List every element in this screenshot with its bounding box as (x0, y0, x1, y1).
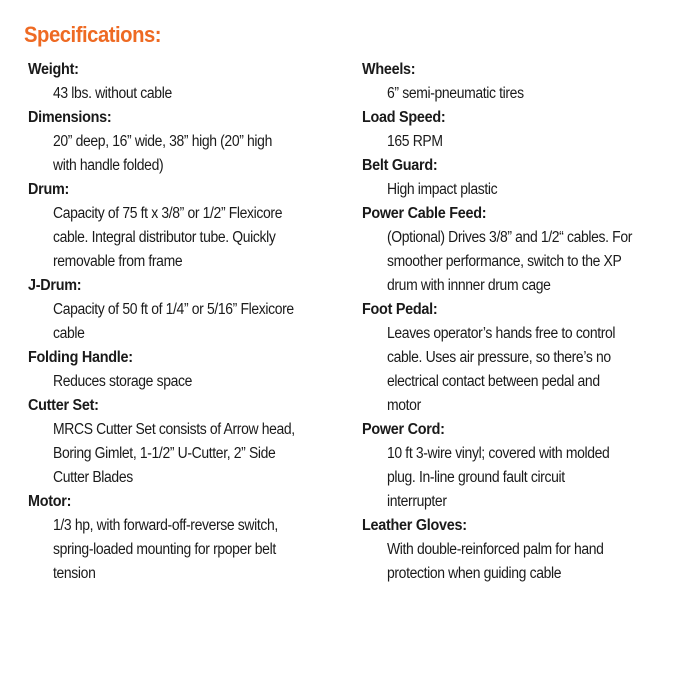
spec-value (28, 298, 348, 346)
spec-value (28, 418, 348, 490)
spec-label: Drum: (28, 181, 70, 198)
spec-cutter-set (28, 394, 348, 490)
specifications-heading: Specifications: (24, 22, 162, 47)
spec-leather-gloves (362, 514, 682, 586)
spec-value-line: Capacity of 50 ft of 1/4” or 5/16” Flexicore (53, 301, 294, 318)
spec-dimensions (28, 106, 348, 178)
spec-value-line: (Optional) Drives 3/8” and 1/2“ cables. For (387, 229, 633, 246)
spec-value-line: 165 RPM (387, 133, 443, 150)
spec-label: Foot Pedal: (362, 301, 438, 318)
spec-value-line: electrical contact between pedal and (387, 373, 600, 390)
spec-value (362, 82, 682, 106)
spec-label: Wheels: (362, 61, 416, 78)
spec-value (362, 442, 682, 514)
spec-label: Leather Gloves: (362, 517, 467, 534)
spec-value-line: With double-reinforced palm for hand (387, 541, 604, 558)
spec-value-line: motor (387, 397, 421, 414)
spec-value-line: interrupter (387, 493, 447, 510)
specs-left-column (28, 58, 348, 586)
spec-value (362, 322, 682, 418)
spec-value (28, 82, 348, 106)
specs-right-column (362, 58, 682, 586)
spec-value-line: 20” deep, 16” wide, 38” high (20” high (53, 133, 272, 150)
spec-value-line: Leaves operator’s hands free to control (387, 325, 616, 342)
spec-motor (28, 490, 348, 586)
spec-value-line: removable from frame (53, 253, 183, 270)
spec-value-line: tension (53, 565, 96, 582)
spec-value-line: spring-loaded mounting for rpoper belt (53, 541, 276, 558)
spec-value-line: Capacity of 75 ft x 3/8” or 1/2” Flexicore (53, 205, 283, 222)
spec-label: Load Speed: (362, 109, 446, 126)
spec-value-line: 6” semi-pneumatic tires (387, 85, 524, 102)
spec-value-line: Cutter Blades (53, 469, 133, 486)
spec-j-drum (28, 274, 348, 346)
spec-value-line: Reduces storage space (53, 373, 193, 390)
spec-value-line: 1/3 hp, with forward-off-reverse switch, (53, 517, 278, 534)
spec-label: Folding Handle: (28, 349, 133, 366)
spec-power-cord (362, 418, 682, 514)
spec-belt-guard (362, 154, 682, 202)
spec-value (28, 130, 348, 178)
spec-weight (28, 58, 348, 106)
spec-value-line: smoother performance, switch to the XP (387, 253, 622, 270)
spec-value-line: with handle folded) (53, 157, 164, 174)
spec-foot-pedal (362, 298, 682, 418)
spec-value-line: protection when guiding cable (387, 565, 562, 582)
spec-value (362, 130, 682, 154)
spec-value-line: High impact plastic (387, 181, 498, 198)
spec-value (362, 538, 682, 586)
spec-folding-handle (28, 346, 348, 394)
spec-value-line: cable (53, 325, 85, 342)
spec-value-line: drum with innner drum cage (387, 277, 551, 294)
spec-label: Dimensions: (28, 109, 112, 126)
spec-label: Weight: (28, 61, 79, 78)
spec-value-line: MRCS Cutter Set consists of Arrow head, (53, 421, 295, 438)
spec-value-line: 10 ft 3-wire vinyl; covered with molded (387, 445, 610, 462)
spec-value-line: 43 lbs. without cable (53, 85, 172, 102)
spec-label: J-Drum: (28, 277, 82, 294)
spec-wheels (362, 58, 682, 106)
spec-load-speed (362, 106, 682, 154)
spec-value (28, 202, 348, 274)
spec-label: Motor: (28, 493, 72, 510)
spec-value-line: plug. In-line ground fault circuit (387, 469, 565, 486)
spec-value (362, 226, 682, 298)
spec-value-line: cable. Integral distributor tube. Quickly (53, 229, 276, 246)
spec-value (28, 514, 348, 586)
spec-value (362, 178, 682, 202)
spec-power-cable-feed (362, 202, 682, 298)
spec-label: Power Cord: (362, 421, 445, 438)
spec-value (28, 370, 348, 394)
spec-drum (28, 178, 348, 274)
spec-label: Power Cable Feed: (362, 205, 487, 222)
spec-label: Belt Guard: (362, 157, 438, 174)
spec-label: Cutter Set: (28, 397, 99, 414)
spec-value-line: cable. Uses air pressure, so there’s no (387, 349, 611, 366)
spec-value-line: Boring Gimlet, 1-1/2” U-Cutter, 2” Side (53, 445, 276, 462)
